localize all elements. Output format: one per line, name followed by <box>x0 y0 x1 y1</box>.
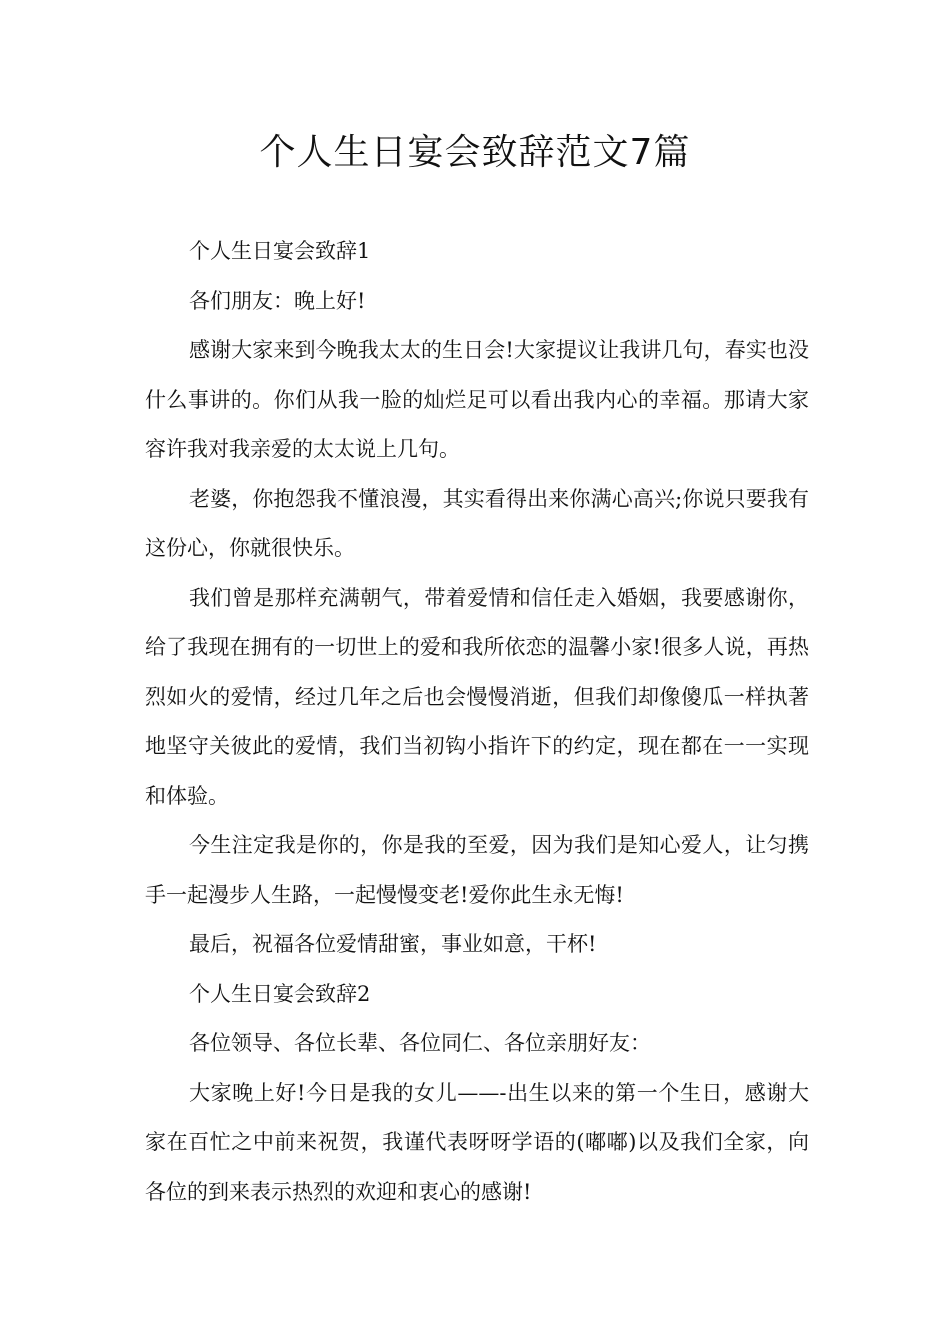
paragraph: 感谢大家来到今晚我太太的生日会!大家提议让我讲几句，春实也没什么事讲的。你们从我一脸的灿烂足可以看出我内心的幸福。那请大家容许我对我亲爱的太太说上几句。 <box>145 338 809 461</box>
paragraph: 大家晚上好!今日是我的女儿——-出生以来的第一个生日，感谢大家在百忙之中前来祝贺，我谨代表呀呀学语的(嘟嘟)以及我们全家，向各位的到来表示热烈的欢迎和衷心的感谢! <box>145 1080 809 1204</box>
document-body <box>145 227 809 1217</box>
document-title: 个人生日宴会致辞范文7篇 <box>259 132 691 173</box>
paragraph: 各位领导、各位长辈、各位同仁、各位亲朋好友： <box>189 1031 651 1055</box>
section-heading-1: 个人生日宴会致辞1 <box>189 239 371 263</box>
paragraph: 各们朋友：晚上好! <box>189 288 366 313</box>
section-heading-2: 个人生日宴会致辞2 <box>189 981 371 1006</box>
paragraph: 老婆，你抱怨我不懂浪漫，其实看得出来你满心高兴;你说只要我有这份心，你就很快乐。 <box>145 486 809 560</box>
paragraph: 今生注定我是你的，你是我的至爱，因为我们是知心爱人，让匀携手一起漫步人生路，一起慢慢变老!爱你此生永无悔! <box>145 833 809 907</box>
paragraph: 最后，祝福各位爱情甜蜜，事业如意，干杯! <box>189 932 597 956</box>
paragraph: 我们曾是那样充满朝气，带着爱情和信任走入婚姻，我要感谢你，给了我现在拥有的一切世上的爱和我所依恋的温馨小家!很多人说，再热烈如火的爱情，经过几年之后也会慢慢消逝，但我们却像傻瓜一样执著地坚守关彼此的爱情，我们当初钩小指许下的约定，现在都在一一实现和体验。 <box>145 585 809 808</box>
